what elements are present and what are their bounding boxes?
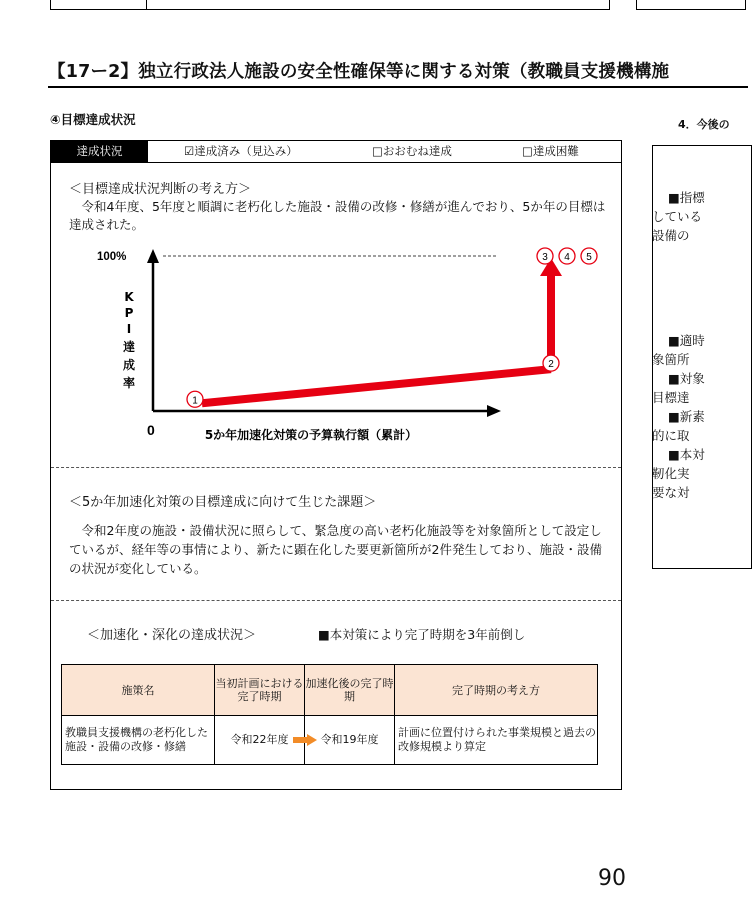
header-accelerated-completion: 加速化後の完了時期 bbox=[305, 665, 395, 716]
point-marker-label: 4 bbox=[564, 252, 570, 263]
future-plan-line: ■新素 bbox=[668, 409, 705, 424]
x-axis-arrowhead bbox=[487, 405, 501, 417]
future-plan-line: している bbox=[652, 209, 703, 224]
future-plan-line: ■本対 bbox=[668, 447, 705, 462]
future-plan-line: 的に取 bbox=[652, 428, 690, 443]
y-label-char: 率 bbox=[122, 376, 136, 390]
kpi-series bbox=[202, 258, 562, 403]
top-table-fragment bbox=[50, 0, 610, 10]
point-marker-label: 3 bbox=[542, 252, 548, 263]
cell-original-completion bbox=[215, 716, 305, 765]
x-axis-label: 5か年加速化対策の予算執行額（累計） bbox=[204, 428, 418, 442]
point-marker-label: 1 bbox=[192, 395, 198, 407]
cell-accelerated-completion: 令和19年度 bbox=[305, 716, 395, 765]
section-divider bbox=[51, 600, 621, 601]
section-divider bbox=[51, 467, 621, 468]
page-title: 【17ー2】独立行政法人施設の安全性確保等に関する対策（教職員支援機構施 bbox=[48, 62, 670, 82]
concept-title: ＜目標達成状況判断の考え方＞ bbox=[69, 182, 252, 197]
original-completion-value: 令和22年度 bbox=[230, 733, 289, 746]
y-label-char: 成 bbox=[122, 358, 136, 372]
point-marker-label: 2 bbox=[548, 359, 554, 371]
kpi-line-segment bbox=[202, 369, 551, 403]
cell-measure-name: 教職員支援機構の老朽化した施設・設備の改修・修繕 bbox=[62, 716, 215, 765]
table-header-row bbox=[62, 665, 598, 716]
status-row bbox=[51, 141, 621, 163]
concept-body: 令和4年度、5年度と順調に老朽化した施設・設備の改修・修繕が進んでおり、5か年の目標は達成された。 bbox=[69, 199, 606, 232]
y-label-char: P bbox=[124, 306, 134, 320]
future-plan-line: ■適時 bbox=[668, 333, 705, 348]
future-plan-line: ■指標 bbox=[668, 190, 705, 205]
future-plan-line: ■対象 bbox=[668, 371, 705, 386]
kpi-chart bbox=[91, 237, 592, 452]
page-number: 90 bbox=[598, 866, 626, 891]
issue-title: ＜5か年加速化対策の目標達成に向けて生じた課題＞ bbox=[69, 495, 377, 510]
y-label-char: 達 bbox=[122, 340, 136, 354]
issue-body: 令和2年度の施設・設備状況に照らして、緊急度の高い老朽化施設等を対象箇所として設定しているが、経年等の事情により、新たに顕在化した要更新箇所が2件発生しており、施設・設備の状況が変化している。 bbox=[69, 523, 602, 576]
table-row bbox=[62, 716, 598, 765]
section-heading: ④目標達成状況 bbox=[50, 112, 136, 127]
title-underline bbox=[48, 86, 748, 88]
status-option-achieved: ☑達成済み（見込み） bbox=[184, 144, 298, 158]
goal-status-panel bbox=[50, 140, 622, 790]
future-plan-line: 要な対 bbox=[652, 485, 690, 500]
status-option-mostly: □おおむね達成 bbox=[372, 144, 452, 158]
status-option-difficult: □達成困難 bbox=[522, 144, 579, 158]
y-axis-arrowhead bbox=[147, 249, 159, 263]
y-label-char: K bbox=[124, 290, 134, 304]
future-plan-line: 設備の bbox=[652, 228, 690, 243]
acceleration-note: ■本対策により完了時期を3年前倒し bbox=[318, 627, 526, 642]
future-plan-line: 靭化実 bbox=[652, 466, 690, 481]
status-label: 達成状況 bbox=[51, 141, 148, 162]
right-section-heading: 4．今後の bbox=[678, 118, 730, 131]
y-top-label: 100% bbox=[97, 251, 127, 263]
top-right-box-fragment bbox=[636, 0, 746, 10]
header-original-completion: 当初計画における完了時期 bbox=[215, 665, 305, 716]
header-reasoning: 完了時期の考え方 bbox=[395, 665, 598, 716]
point-marker-label: 5 bbox=[586, 252, 592, 263]
completion-table bbox=[61, 664, 598, 765]
y-label-char: I bbox=[126, 322, 132, 336]
header-measure-name: 施策名 bbox=[62, 665, 215, 716]
right-arrow-icon bbox=[293, 734, 317, 746]
cell-reasoning: 計画に位置付けられた事業規模と過去の改修規模より算定 bbox=[395, 716, 598, 765]
future-plan-line: 象箇所 bbox=[652, 352, 690, 367]
future-plan-line: 目標達 bbox=[652, 390, 690, 405]
origin-label: 0 bbox=[147, 422, 155, 438]
acceleration-title: ＜加速化・深化の達成状況＞ bbox=[87, 628, 257, 643]
